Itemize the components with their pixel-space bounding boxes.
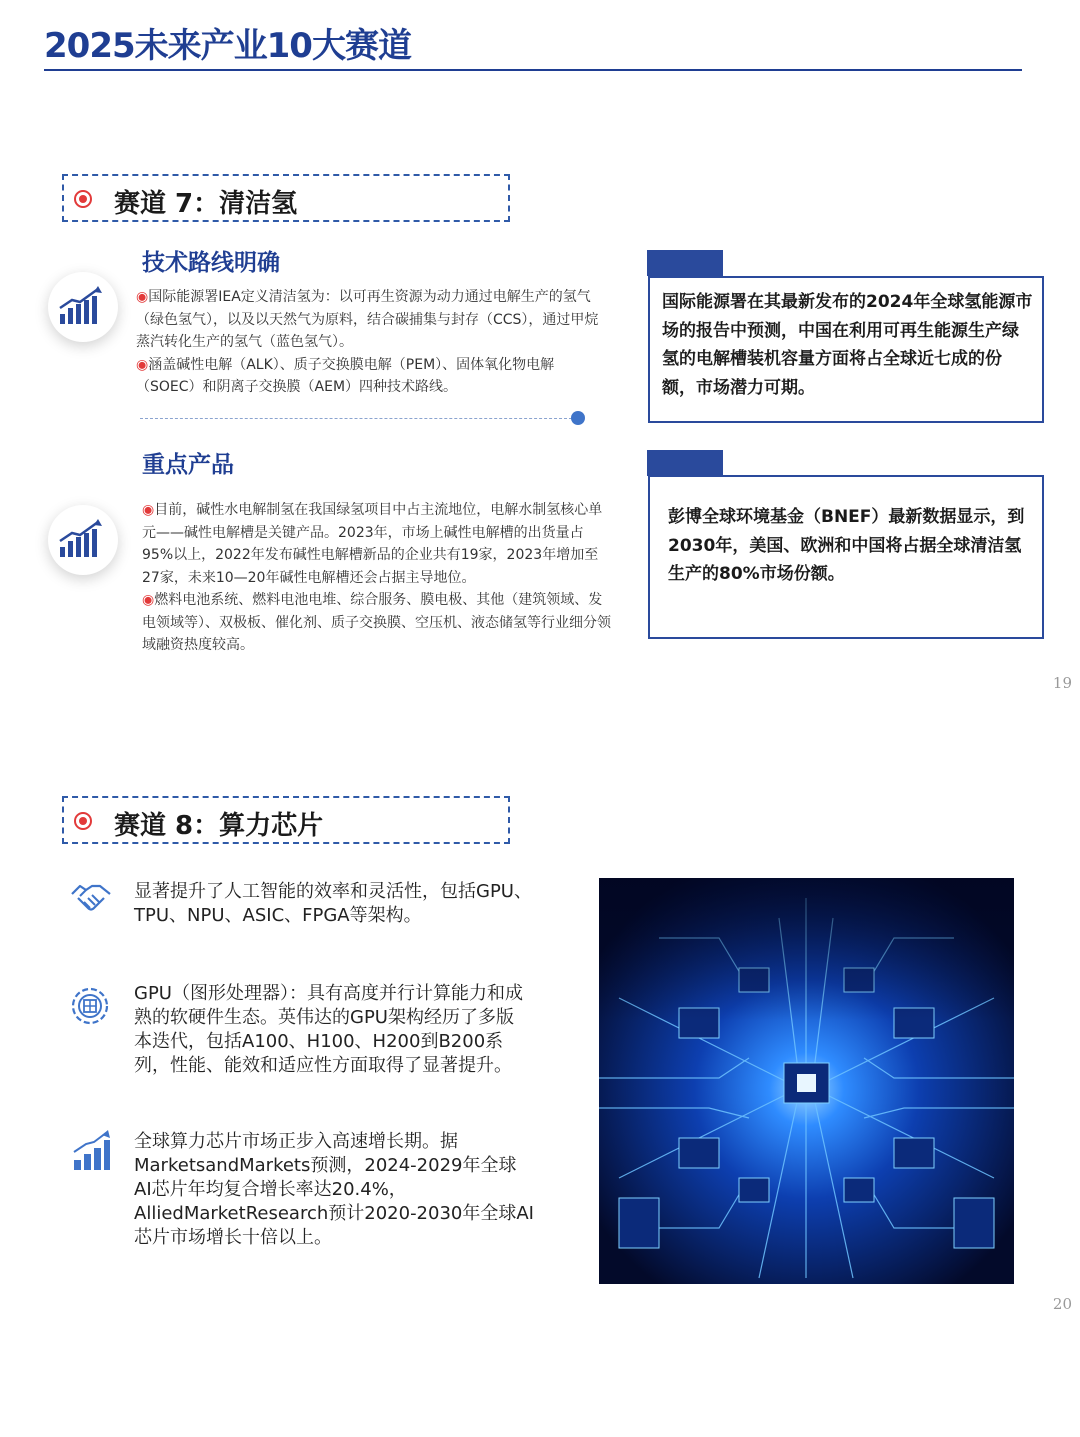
section-7-header bbox=[62, 174, 510, 222]
gear-chip-icon bbox=[68, 984, 112, 1032]
key-products-text bbox=[142, 499, 612, 657]
products-bullet-2: 燃料电池系统、燃料电池电堆、综合服务、膜电极、其他（建筑领域、发电领域等）、双极板、催化剂、质子交换膜、空压机、液态储氢等行业细分领域融资热度较高。 bbox=[142, 592, 611, 653]
dashed-divider bbox=[140, 418, 572, 419]
section-8-header bbox=[62, 796, 510, 844]
tech-bullet-2: 涵盖碱性电解（ALK）、质子交换膜电解（PEM）、固体氧化物电解（SOEC）和阴离子交换膜（AEM）四种技术路线。 bbox=[136, 356, 555, 395]
divider-dot bbox=[571, 411, 585, 425]
tech-bullet-1: 国际能源署IEA定义清洁氢为：以可再生资源为动力通过电解生产的氢气（绿色氢气），以及以天然气为原料，结合碳捕集与封存（CCS），通过甲烷蒸汽转化生产的氢气（蓝色氢气）。 bbox=[136, 289, 599, 350]
bullet-target-icon bbox=[74, 812, 92, 830]
growth-chart-icon bbox=[72, 1130, 112, 1176]
section-7-label: 赛道 7：清洁氢 bbox=[114, 189, 298, 219]
page-number: 20 bbox=[1052, 1295, 1072, 1313]
tech-route-heading: 技术路线明确 bbox=[142, 250, 280, 276]
bullet-icon: ◉ bbox=[136, 356, 149, 373]
bar-chart-badge-icon bbox=[48, 272, 118, 342]
circuit-board-image bbox=[599, 878, 1014, 1284]
callout-box-iea bbox=[648, 276, 1044, 423]
callout-bnef-text: 彭博全球环境基金（BNEF）最新数据显示，到2030年，美国、欧洲和中国将占据全球清洁氢生产的80%市场份额。 bbox=[668, 507, 1025, 584]
handshake-icon bbox=[70, 878, 112, 922]
bullet-icon: ◉ bbox=[142, 502, 155, 518]
bullet-icon: ◉ bbox=[136, 289, 149, 305]
callout-iea-text: 国际能源署在其最新发布的2024年全球氢能源市场的报告中预测，中国在利用可再生能源生产绿氢的电解槽装机容量方面将占全球近七成的份额，市场潜力可期。 bbox=[662, 292, 1033, 398]
products-bullet-1: 目前，碱性水电解制氢在我国绿氢项目中占主流地位，电解水制氢核心单元——碱性电解槽是关键产品。2023年，市场上碱性电解槽的出货量占95%以上，2022年发布碱性电解槽新品的企业共有19家，2023年增加至27家，未来10—20年碱性电解槽还会占据主导地位。 bbox=[142, 502, 603, 586]
callout-tab bbox=[647, 450, 723, 476]
bullet-target-icon bbox=[74, 190, 92, 208]
page-number: 19 bbox=[1052, 674, 1072, 692]
bar-chart-badge-icon bbox=[48, 505, 118, 575]
key-products-heading: 重点产品 bbox=[142, 452, 234, 478]
tech-route-text bbox=[136, 286, 604, 399]
bullet-icon: ◉ bbox=[142, 592, 155, 608]
callout-box-bnef bbox=[648, 475, 1044, 639]
callout-tab bbox=[647, 250, 723, 276]
section-8-label: 赛道 8：算力芯片 bbox=[114, 811, 324, 841]
feature-text-1: 显著提升了人工智能的效率和灵活性，包括GPU、TPU、NPU、ASIC、FPGA等架构。 bbox=[134, 881, 532, 926]
page-title: 2025未来产业10大赛道 bbox=[44, 26, 411, 66]
feature-text-2: GPU（图形处理器）：具有高度并行计算能力和成熟的软硬件生态。英伟达的GPU架构经历了多版本迭代，包括A100、H100、H200到B200系列，性能、能效和适应性方面取得了显著提升。 bbox=[134, 983, 523, 1076]
title-divider bbox=[44, 69, 1022, 71]
feature-text-3: 全球算力芯片市场正步入高速增长期。据MarketsandMarkets预测，2024-2029年全球AI芯片年均复合增长率达20.4%，AlliedMarketResearch预计2020-2030年全球AI芯片市场增长十倍以上。 bbox=[134, 1131, 534, 1248]
